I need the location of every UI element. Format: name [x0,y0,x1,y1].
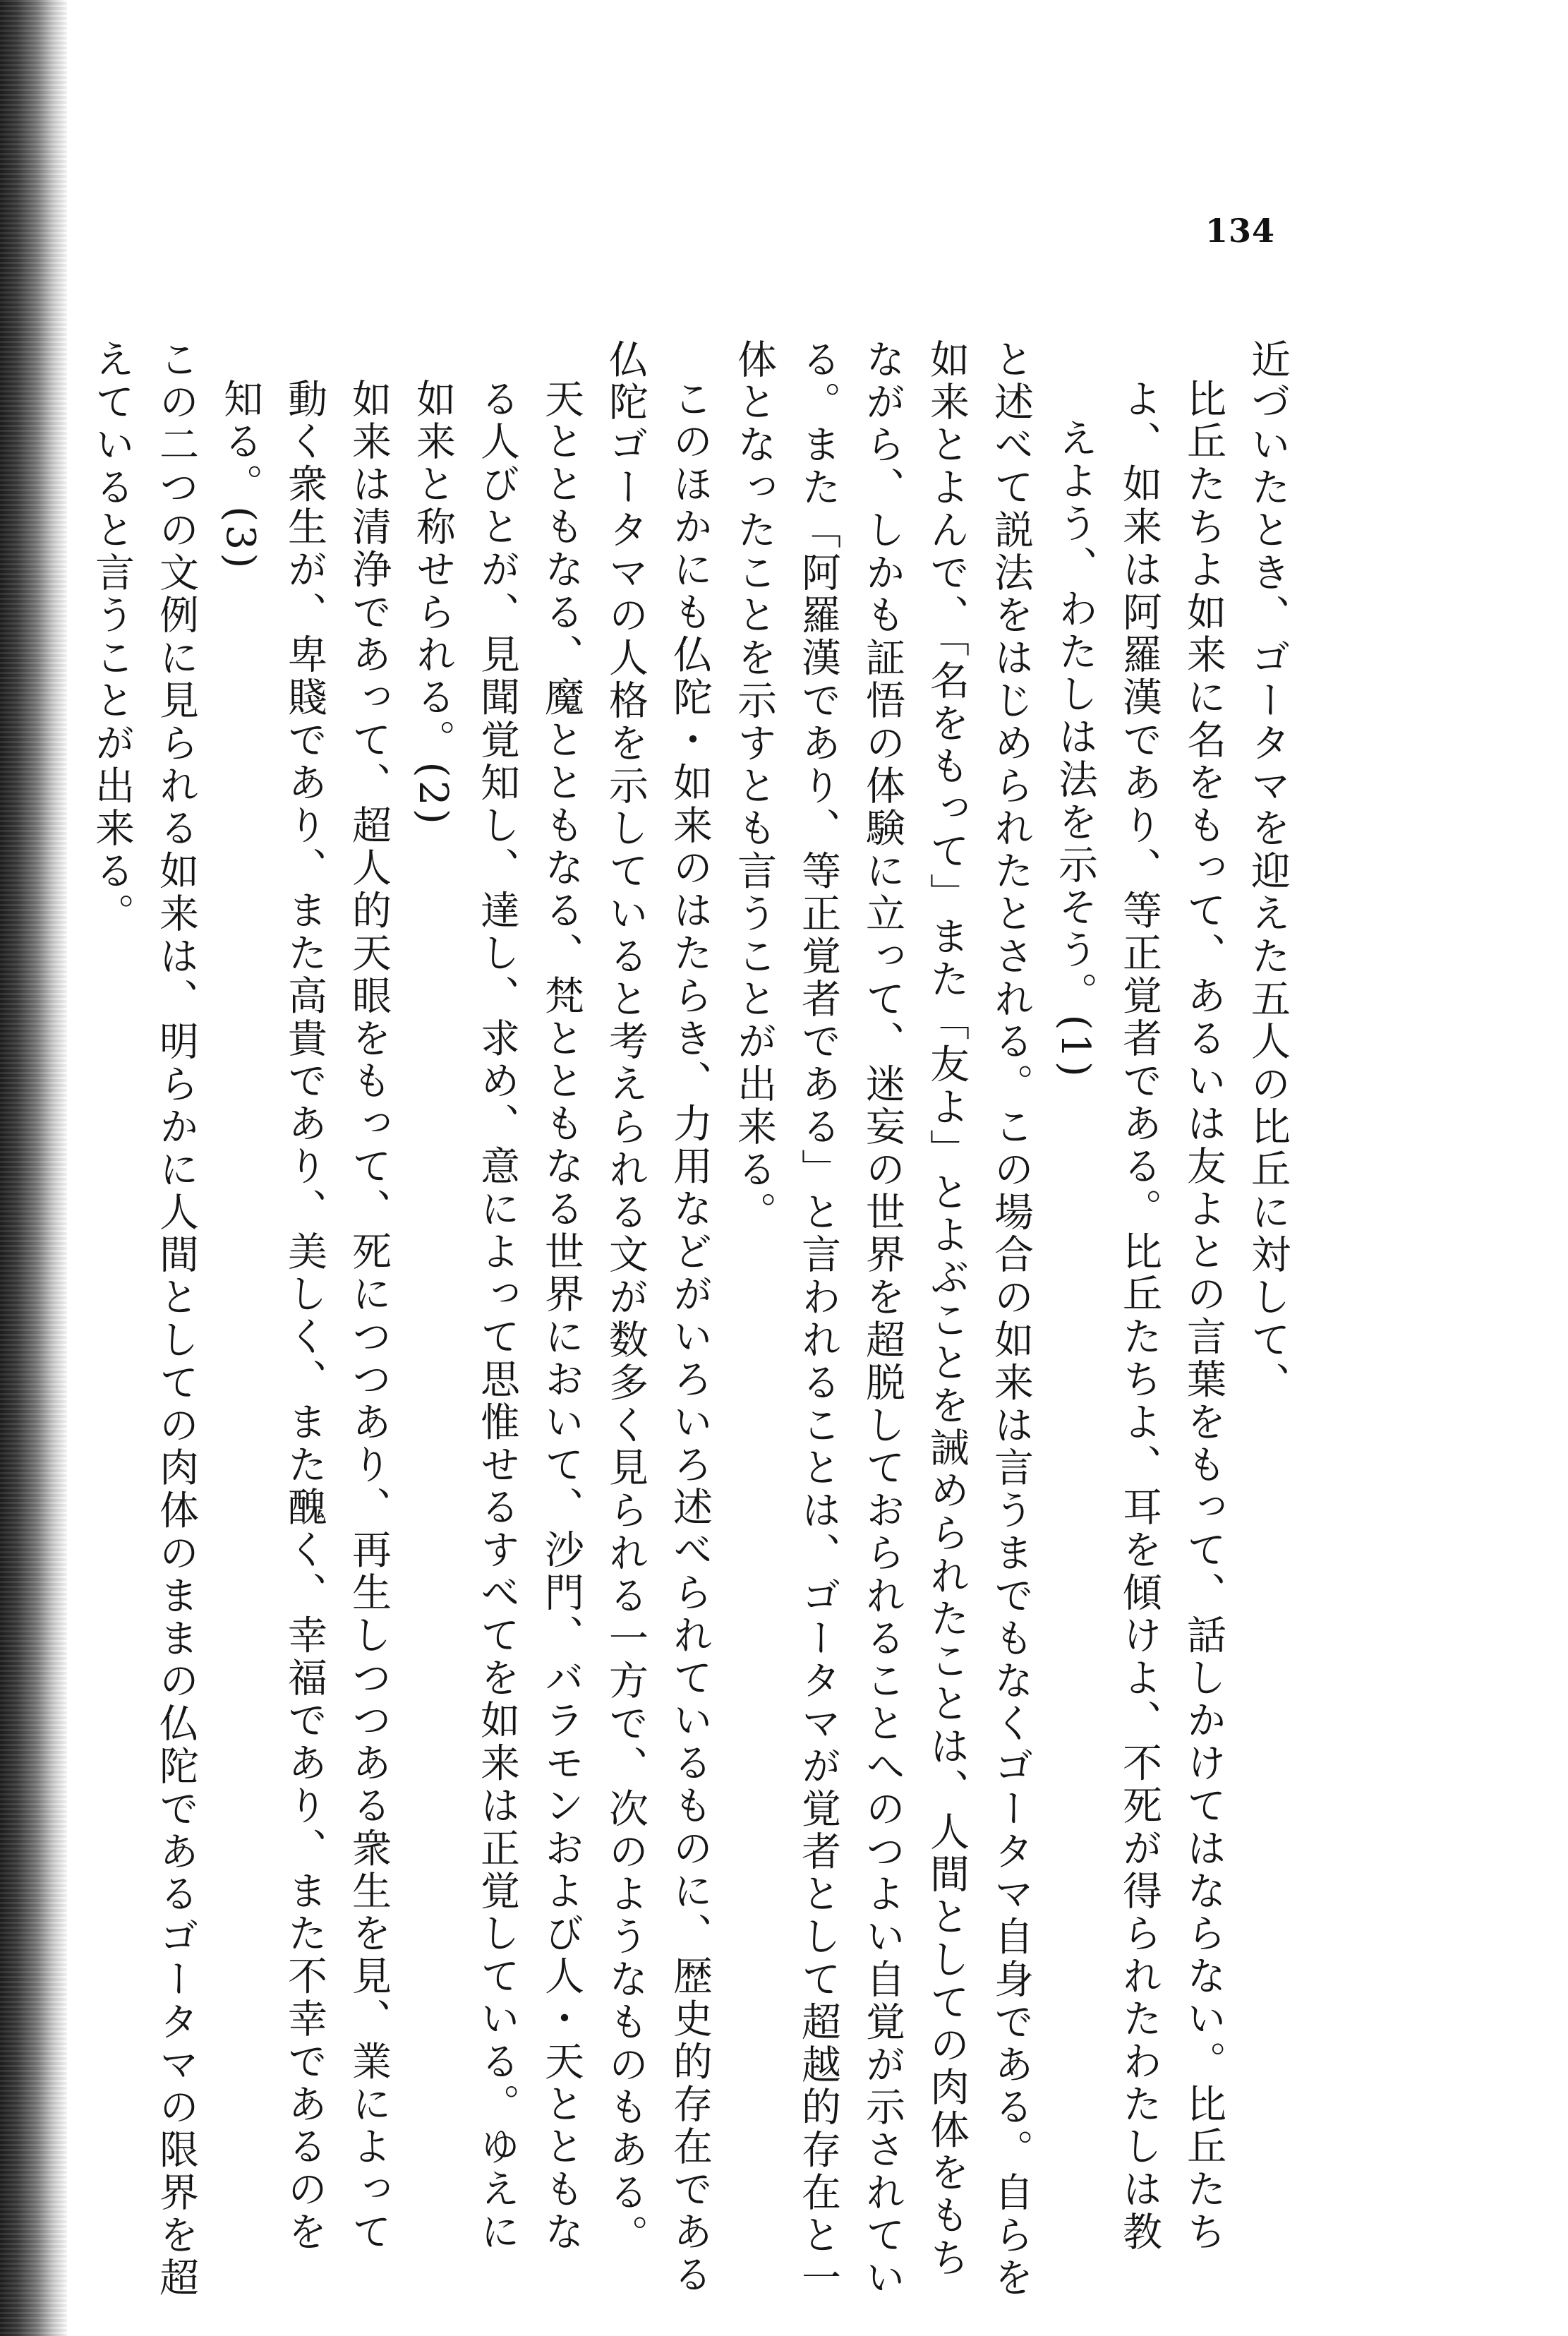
book-spine-texture [0,0,67,2336]
text-line-19: えていると言うことが出来る。 [89,339,135,936]
text-line-5: と述べて説法をはじめられたとされる。この場合の如来は言うまでもなくゴータマ自身である。自らを [988,339,1034,2300]
text-line-9: 体となったことを示すとも言うことが出来る。 [731,339,777,1234]
text-line-13: る人びとが、見聞覚知し、達し、求め、意によって思惟せるすべてを如来は正覚している。ゆえに [474,378,520,2254]
page-number: 134 [1205,212,1276,250]
text-line-16: 動く衆生が、卑賤であり、また高貴であり、美しく、また醜く、幸福であり、また不幸であるのを [282,378,327,2254]
text-line-3: よ、如来は阿羅漢であり、等正覚者である。比丘たちよ、耳を傾けよ、不死が得られたわたしは教 [1116,378,1162,2254]
text-line-7: ながら、しかも証悟の体験に立って、迷妄の世界を超脱しておられることへのつよい自覚が示されてい [860,339,905,2300]
text-line-15: 如来は清浄であって、超人的天眼をもって、死につつあり、再生しつつある衆生を見、業によって [346,378,392,2254]
text-line-8: る。また「阿羅漢であり、等正覚者である」と言われることは、ゴータマが覚者として超越的存在と一 [795,339,841,2300]
text-line-1: 近づいたとき、ゴータマを迎えた五人の比丘に対して、 [1245,339,1291,1404]
text-line-10: このほかにも仏陀・如来のはたらき、力用などがいろいろ述べられているものに、歴史的存在である [667,378,713,2296]
body-text [80,339,1300,2300]
text-line-4: えよう、わたしは法を示そう。(1) [1052,418,1098,1080]
text-line-17: 知る。(3) [217,378,263,572]
text-line-12: 天とともなる、魔とともなる、梵とともなる世界において、沙門、バラモンおよび人・天とともな [538,378,584,2254]
text-line-11: 仏陀ゴータマの人格を示していると考えられる文が数多く見られる一方で、次のようなものもある。 [603,339,649,2257]
text-line-14: 如来と称せられる。(2) [410,378,456,828]
text-line-6: 如来とよんで、「名をもって」また「友よ」とよぶことを誡められたことは、人間としての肉体をもち [924,339,970,2280]
text-line-2: 比丘たちよ如来に名をもって、あるいは友よとの言葉をもって、話しかけてはならない。比丘たち [1181,378,1226,2254]
text-line-18: この二つの文例に見られる如来は、明らかに人間としての肉体のままの仏陀であるゴータマの限界を超 [153,339,199,2300]
